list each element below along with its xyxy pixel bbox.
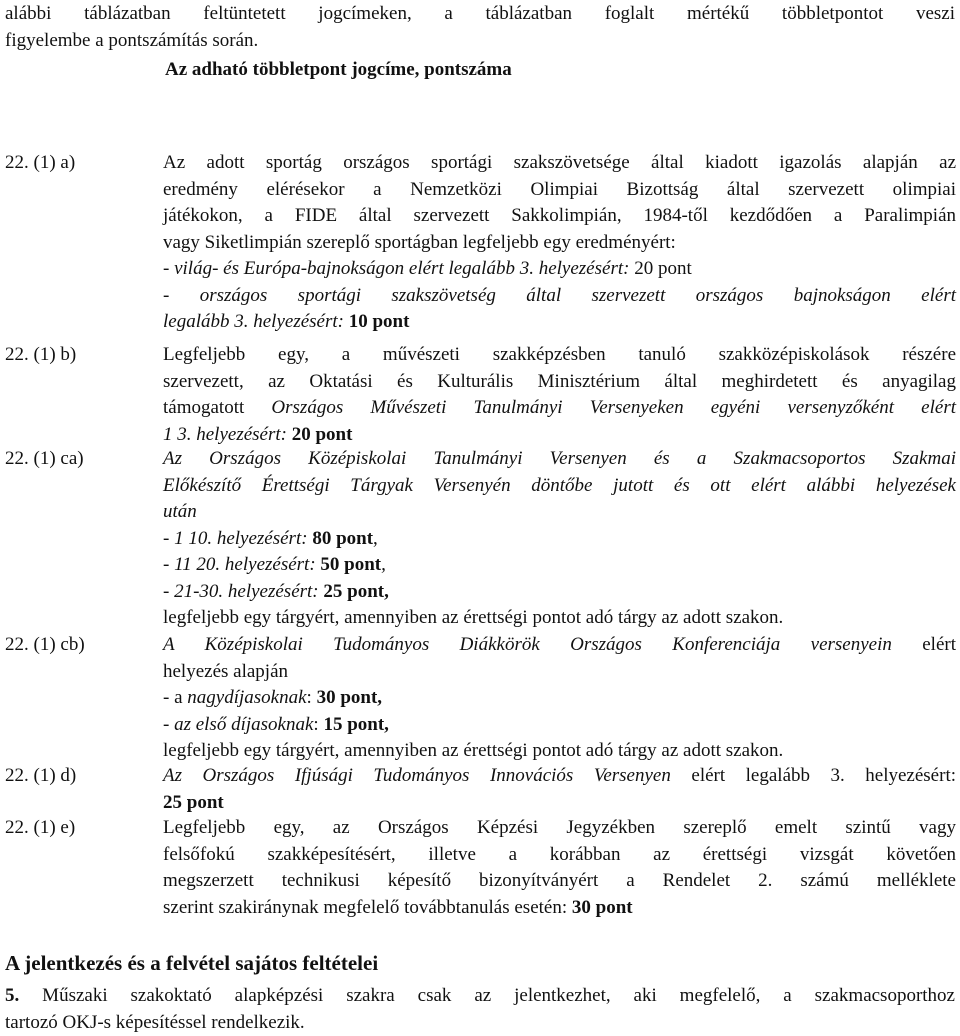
points-text: 20 pont bbox=[629, 258, 692, 279]
text-line: után bbox=[163, 501, 197, 522]
entry-text bbox=[163, 446, 956, 632]
text-line bbox=[163, 763, 956, 790]
text-line bbox=[163, 526, 956, 553]
text-line bbox=[5, 983, 955, 1010]
italic-text: - az első díjasoknak bbox=[163, 713, 314, 735]
italic-text: helyezésért: bbox=[223, 580, 324, 602]
italic-text: legalább 3. helyezésért: bbox=[163, 311, 344, 332]
points-text: 30 pont bbox=[571, 896, 633, 918]
text-line bbox=[163, 579, 956, 606]
text-line bbox=[163, 712, 956, 739]
text-line: Legfeljebb egy, az Országos Képzési Jegyzékben szereplő emelt szintű vagy bbox=[163, 817, 956, 838]
italic-text: - 11 20. bbox=[163, 554, 221, 575]
plain-text: , bbox=[381, 554, 386, 575]
plain-text: támogatott bbox=[163, 397, 272, 418]
text-line: - országos sportági szakszövetség által szervezett országos bajnokságon elért bbox=[163, 284, 956, 306]
entry-text bbox=[163, 763, 956, 816]
italic-text: Az Országos Ifjúsági Tudományos Innovációs Versenyen bbox=[163, 765, 671, 786]
text-line: Legfeljebb egy, a művészeti szakképzésben tanuló szakközépiskolások részére bbox=[163, 344, 956, 365]
text-line bbox=[163, 256, 956, 283]
points-text: 50 pont bbox=[320, 554, 382, 575]
entry-label: 22. (1) d) bbox=[5, 765, 77, 786]
text-line: felsőfokú szakképesítésért, illetve a korábban az érettségi vizsgát követően bbox=[163, 843, 956, 865]
italic-text: helyezésért: bbox=[212, 527, 313, 549]
text-line bbox=[163, 395, 956, 422]
entry-text bbox=[163, 342, 956, 448]
plain-text: elért bbox=[891, 634, 956, 655]
plain-text: : bbox=[313, 713, 324, 735]
points-text: 25 pont bbox=[163, 791, 224, 813]
text-line: Előkészítő Érettségi Tárgyak Versenyén döntőbe jutott és ott elért alábbi helyezések bbox=[163, 474, 956, 496]
italic-text: - világ- és Európa-bajnokságon elért legalább 3. helyezésért: bbox=[163, 258, 630, 279]
text-line bbox=[163, 685, 956, 712]
plain-text: szerint szakiránynak megfelelő továbbtanulás esetén: bbox=[163, 896, 572, 918]
italic-text: helyezésért: bbox=[191, 423, 292, 445]
text-line bbox=[163, 895, 956, 922]
text-line: tartozó OKJ-s képesítéssel rendelkezik. bbox=[5, 1011, 305, 1033]
text-line: szervezett, az Oktatási és Kulturális Minisztérium által meghirdetett és anyagilag bbox=[163, 370, 956, 392]
table-title: Az adható többletpont jogcíme, pontszáma bbox=[165, 59, 512, 80]
points-text: 25 pont, bbox=[323, 580, 389, 602]
points-text: 15 pont, bbox=[323, 713, 389, 735]
text-line: legfeljebb egy tárgyért, amennyiben az érettségi pontot adó tárgy az adott szakon. bbox=[163, 607, 784, 628]
entry-text bbox=[163, 815, 956, 921]
text-line: eredmény elérésekor a Nemzetközi Olimpiai Bizottság által szervezett olimpiai bbox=[163, 178, 956, 200]
text-line: helyezés alapján bbox=[163, 660, 289, 682]
text-line: Az adott sportág országos sportági szakszövetsége által kiadott igazolás alapján az bbox=[163, 152, 956, 173]
text-line bbox=[163, 632, 956, 659]
text-line: megszerzett technikusi képesítő bizonyítványért a Rendelet 2. számú melléklete bbox=[163, 870, 956, 891]
italic-text: - 1 10. bbox=[163, 527, 213, 549]
plain-text: Műszaki szakoktató alapképzési szakra csak az jelentkezhet, aki megfelelő, a szakmacsoporthoz bbox=[42, 985, 955, 1006]
italic-text: A Középiskolai Tudományos Diákkörök Országos Konferenciája versenyein bbox=[163, 634, 892, 655]
points-text: 20 pont bbox=[291, 423, 353, 445]
plain-text: elért legalább 3. helyezésért: bbox=[670, 765, 956, 786]
intro-line: alábbi táblázatban feltüntetett jogcímeken, a táblázatban foglalt mértékű többletpontot veszi bbox=[5, 3, 955, 24]
points-text: 30 pont, bbox=[316, 687, 383, 708]
italic-text: - 21-30. bbox=[163, 580, 224, 602]
italic-text: 1 3. bbox=[163, 423, 192, 445]
plain-text: : bbox=[306, 687, 317, 708]
entry-label: 22. (1) e) bbox=[5, 817, 76, 838]
text-line bbox=[163, 552, 956, 579]
text-line bbox=[163, 309, 956, 336]
italic-text: helyezésért: bbox=[220, 554, 321, 575]
section-5-paragraph bbox=[5, 983, 955, 1036]
intro-paragraph bbox=[5, 1, 955, 54]
text-line: játékokon, a FIDE által szervezett Sakkolimpián, 1984-től kezdődően a Paralimpián bbox=[163, 205, 956, 226]
entry-label: 22. (1) cb) bbox=[5, 634, 85, 655]
section-heading: A jelentkezés és a felvétel sajátos feltételei bbox=[5, 951, 379, 975]
italic-text: nagydíjasoknak bbox=[187, 687, 307, 708]
plain-text: , bbox=[373, 527, 378, 549]
plain-text: - a bbox=[163, 687, 188, 708]
italic-text: Országos Művészeti Tanulmányi Versenyeken egyéni versenyzőként elért bbox=[271, 397, 956, 418]
text-line: vagy Siketlimpián szereplő sportágban legfeljebb egy eredményért: bbox=[163, 231, 676, 253]
entry-label: 22. (1) b) bbox=[5, 344, 77, 365]
text-line bbox=[163, 422, 956, 449]
text-line: Az Országos Középiskolai Tanulmányi Versenyen és a Szakmacsoportos Szakmai bbox=[163, 448, 956, 469]
points-text: 80 pont bbox=[312, 527, 374, 549]
intro-line: figyelembe a pontszámítás során. bbox=[5, 29, 259, 51]
entry-text bbox=[163, 632, 956, 765]
points-text: 10 pont bbox=[343, 311, 410, 332]
entry-label: 22. (1) a) bbox=[5, 152, 76, 173]
text-line: legfeljebb egy tárgyért, amennyiben az érettségi pontot adó tárgy az adott szakon. bbox=[163, 740, 784, 761]
entry-text bbox=[163, 150, 956, 336]
paragraph-number: 5. bbox=[5, 985, 43, 1006]
entry-label: 22. (1) ca) bbox=[5, 448, 84, 469]
